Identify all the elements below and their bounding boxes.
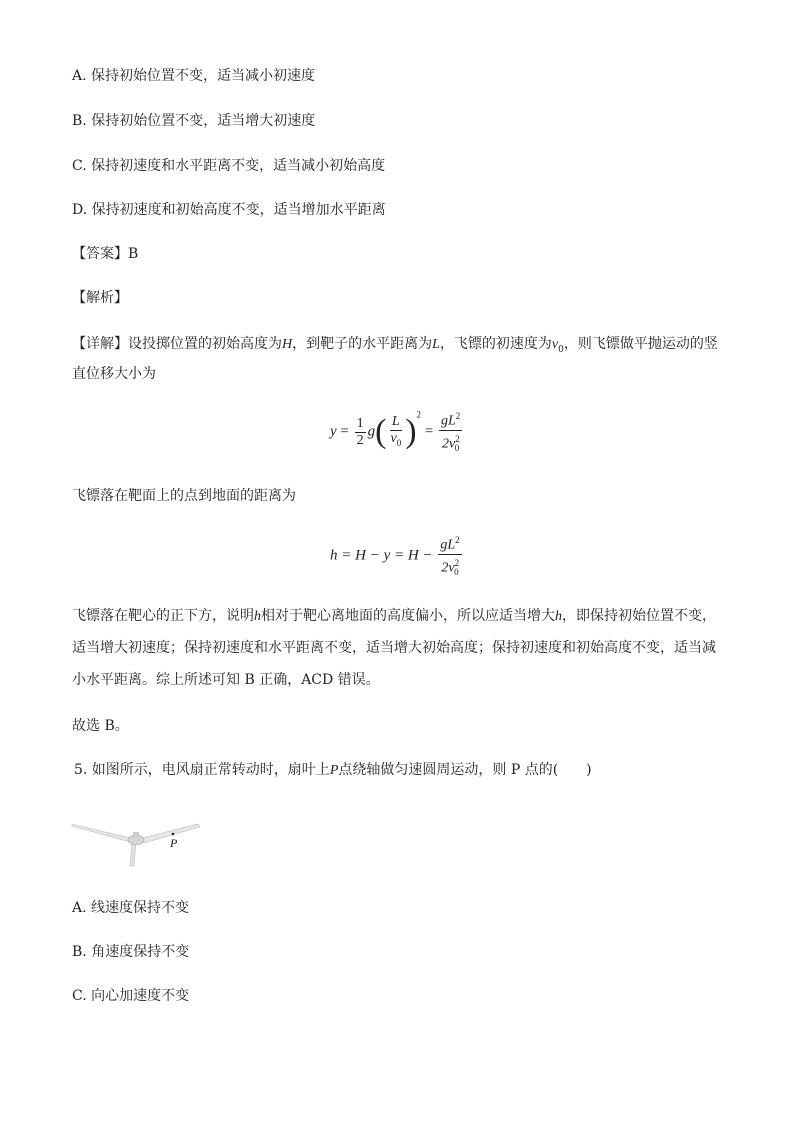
var-L: L — [432, 337, 440, 352]
option-b: B. 保持初始位置不变，适当增大初速度 — [72, 113, 316, 129]
var-v0-sub: 0 — [558, 344, 564, 355]
explanation-line-3: 小水平距离。综上所述可知 B 正确，ACD 错误。 — [72, 672, 380, 688]
option-d: D. 保持初速度和初始高度不变，适当增加水平距离 — [72, 202, 386, 218]
explanation-line-2: 适当增大初速度；保持初速度和水平距离不变，适当增大初始高度；保持初速度和初始高度不变，适当减 — [72, 640, 716, 656]
detail-line-2: 直位移大小为 — [72, 366, 156, 382]
detail-text-1: 【详解】设投掷位置的初始高度为 — [72, 336, 282, 352]
option-a: A. 保持初始位置不变，适当减小初速度 — [72, 68, 316, 84]
detail-text-4: ，则飞镖做平抛运动的竖 — [563, 336, 718, 352]
conclusion: 故选 B。 — [72, 718, 129, 734]
ceiling-fan-figure — [70, 818, 205, 872]
var-v0: v — [551, 337, 559, 352]
analysis-heading: 【解析】 — [72, 290, 128, 306]
question-5: 5. 如图所示，电风扇正常转动时，扇叶上P点绕轴做匀速圆周运动，则 P 点的( ) — [74, 762, 592, 778]
formula-vertical-displacement: y = $\frac{1}{2}$ g( $\frac{L}{v_0}$ )$^2$ = $\frac{gL^2}{2v^2_0}$ — [330, 409, 461, 454]
fan-point-label: P — [170, 836, 178, 850]
detail-text-3: ，飞镖的初速度为 — [439, 336, 552, 352]
var-H: H — [282, 337, 293, 352]
q5-option-b: B. 角速度保持不变 — [72, 944, 190, 960]
detail-text-2: ，到靶子的水平距离为 — [292, 336, 433, 352]
option-c: C. 保持初速度和水平距离不变，适当减小初始高度 — [72, 158, 386, 174]
answer: 【答案】B — [72, 246, 139, 262]
detail-line-1 — [72, 334, 718, 360]
q5-option-a: A. 线速度保持不变 — [72, 900, 190, 916]
ceiling-fan-icon — [70, 818, 205, 868]
formula-height: h = H − y = H − $\frac{gL^2}{2v^2_0}$ — [330, 532, 464, 580]
q5-option-c: C. 向心加速度不变 — [72, 988, 190, 1004]
explanation-line-1: 飞镖落在靶心的正下方，说明h相对于靶心离地面的高度偏小，所以应适当增大h，即保持初始位置不变， — [72, 608, 716, 624]
distance-text: 飞镖落在靶面上的点到地面的距离为 — [72, 488, 296, 504]
